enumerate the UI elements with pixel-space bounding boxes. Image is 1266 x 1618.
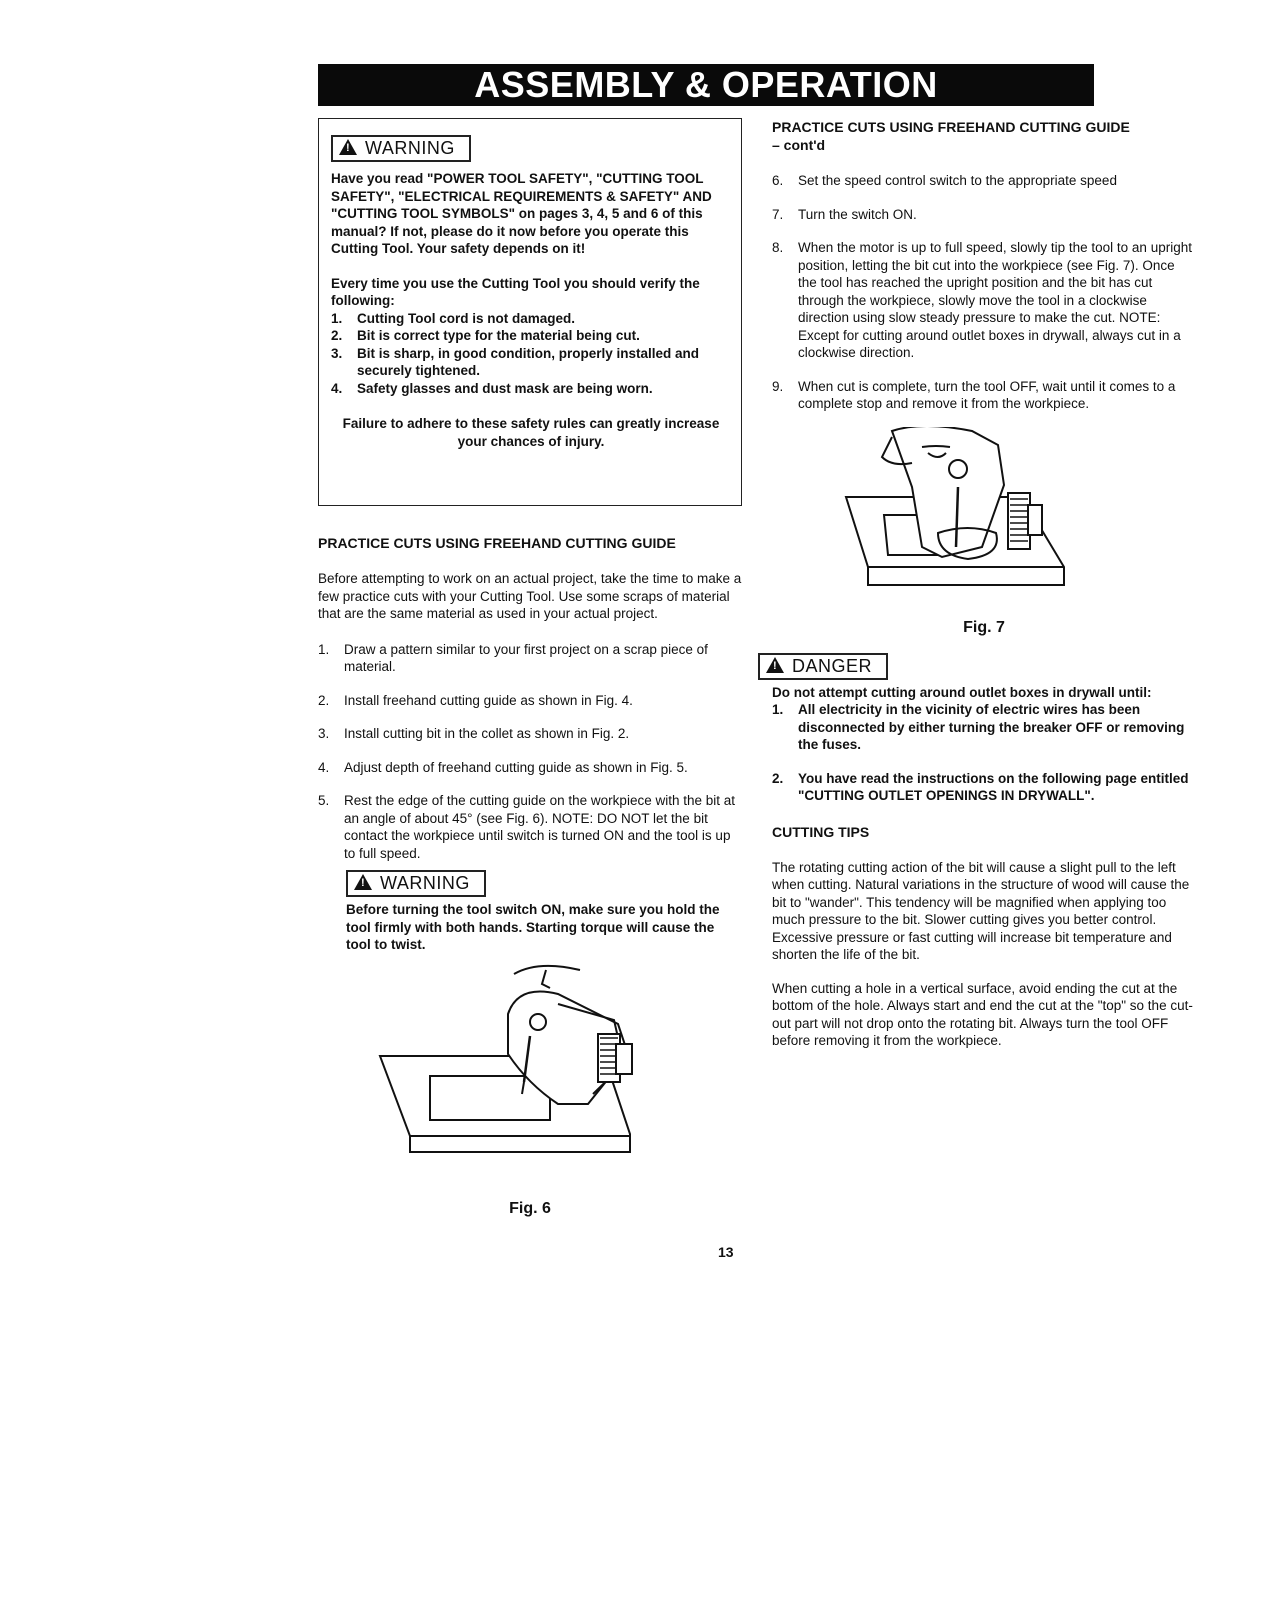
list-item: 3. Install cutting bit in the collet as shown in Fig. 2. — [318, 726, 630, 741]
fig6-illustration — [318, 964, 742, 1204]
warning-triangle-icon — [339, 139, 357, 155]
list-item: 2. Bit is correct type for the material being cut. — [331, 328, 640, 343]
list-item: 8. When the motor is up to full speed, slowly tip the tool to an upright position, letting the bit cut into the workpiece (see Fig. 7). Once the tool has reached the upright position and the bit has cut through the workpiece, slowly move the tool in a clockwise direction using slow steady pressure to make the cut. NOTE: Except for cutting around outlet boxes in drywall, always cut in a clockwise direction. — [772, 240, 1192, 360]
section-heading: PRACTICE CUTS USING FREEHAND CUTTING GUIDE — [318, 535, 676, 551]
list-item: 5. Rest the edge of the cutting guide on the workpiece with the bit at an angle of about 45° (see Fig. 6). NOTE: DO NOT let the bit contact the workpiece until switch is turned ON and the tool is up to full speed. — [318, 793, 735, 861]
warning-triangle-icon — [354, 874, 372, 890]
fig7-illustration — [772, 427, 1196, 617]
steps-list-contd — [772, 172, 1196, 413]
danger-triangle-icon — [766, 657, 784, 673]
list-item: 4. Adjust depth of freehand cutting guide as shown in Fig. 5. — [318, 759, 688, 775]
page-number: 13 — [718, 1244, 734, 1260]
warning-box — [318, 118, 742, 506]
right-column — [772, 118, 1196, 1050]
left-column — [318, 118, 742, 1218]
warning-verify: Every time you use the Cutting Tool you should verify the following: — [331, 275, 700, 308]
list-item: 9. When cut is complete, turn the tool OFF, wait until it comes to a complete stop and remove it from the workpiece. — [772, 378, 1176, 411]
tips-paragraph-1: The rotating cutting action of the bit will cause a slight pull to the left when cutting. Natural variations in the structure of wood will cause the bit to "wander". This tendency will be magnified when applying too much pressure to the bit. Slower cutting gives you better control. Excessive pressure or fast cutting will increase bit temperature and shorten the life of the bit. — [772, 859, 1190, 962]
list-item: 6. Set the speed control switch to the appropriate speed — [772, 173, 1117, 188]
warning-footer: Failure to adhere to these safety rules can greatly increase your chances of injury. — [342, 416, 720, 449]
list-item: 2. You have read the instructions on the following page entitled "CUTTING OUTLET OPENINGS IN DRYWALL". — [772, 770, 1189, 803]
tips-paragraph-2: When cutting a hole in a vertical surface, avoid ending the cut at the bottom of the hole. Always start and end the cut at the "top" so the cut-out part will not drop onto the rotating bit. Always turn the tool OFF before removing it from the workpiece. — [772, 980, 1193, 1048]
list-item: 1. Cutting Tool cord is not damaged. — [331, 310, 575, 326]
warning-text: Before turning the tool switch ON, make sure you hold the tool firmly with both hands. Starting torque will cause the tool to twist. — [346, 902, 720, 952]
danger-list — [772, 701, 1196, 805]
section-heading-contd: PRACTICE CUTS USING FREEHAND CUTTING GUIDE – cont'd — [772, 119, 1130, 153]
intro-paragraph: Before attempting to work on an actual project, take the time to make a few practice cuts with your Cutting Tool. Use some scraps of material that are the same material as used in your actual project. — [318, 571, 742, 621]
list-item: 1. All electricity in the vicinity of electric wires has been disconnected by either turning the breaker OFF or removing the fuses. — [772, 702, 1185, 752]
section-header: ASSEMBLY & OPERATION — [318, 64, 1094, 106]
list-item: 4. Safety glasses and dust mask are being worn. — [331, 380, 653, 396]
list-item: 3. Bit is sharp, in good condition, properly installed and securely tightened. — [331, 345, 700, 378]
list-item: 1. Draw a pattern similar to your first project on a scrap piece of material. — [318, 641, 708, 674]
fig6-caption: Fig. 6 — [509, 1199, 551, 1217]
fig7-caption: Fig. 7 — [963, 618, 1005, 636]
warning-list — [331, 310, 731, 398]
tips-heading: CUTTING TIPS — [772, 823, 870, 840]
danger-tag: !DANGER — [758, 653, 888, 680]
warning-tag-2: !WARNING — [346, 870, 486, 897]
warning-tag: !WARNING — [331, 135, 471, 162]
list-item: 2. Install freehand cutting guide as shown in Fig. 4. — [318, 692, 633, 708]
danger-intro: Do not attempt cutting around outlet boxes in drywall until: — [772, 684, 1152, 700]
warning-intro: Have you read "POWER TOOL SAFETY", "CUTTING TOOL SAFETY", "ELECTRICAL REQUIREMENTS & SAFETY" AND "CUTTING TOOL SYMBOLS" on pages 3, 4, 5 and 6 of this manual? If not, please do it now before you operate this Cutting Tool. Your safety depends on it! — [331, 171, 712, 256]
list-item: 7. Turn the switch ON. — [772, 206, 917, 222]
steps-list — [318, 641, 742, 863]
